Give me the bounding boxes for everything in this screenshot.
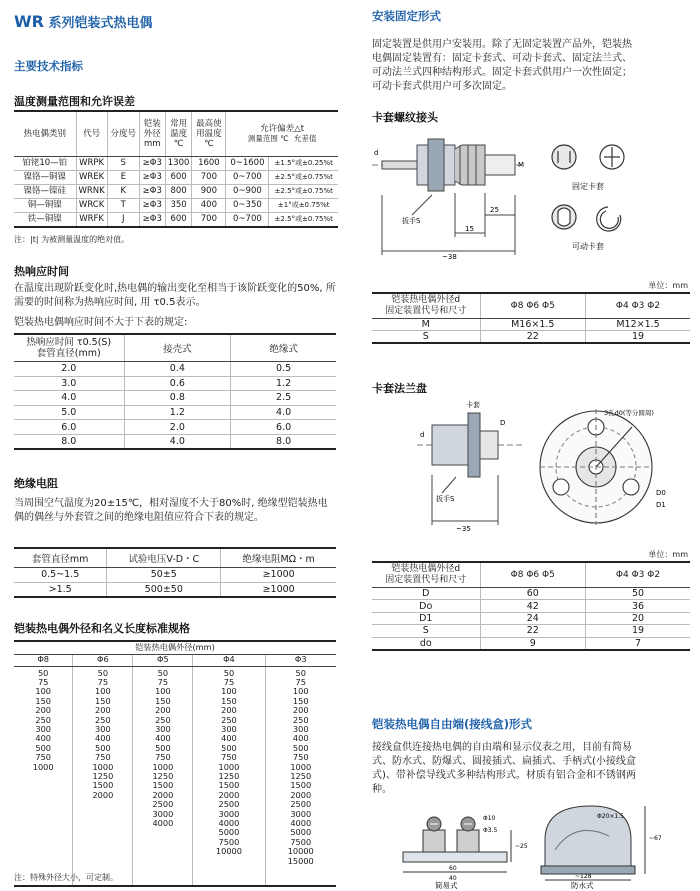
length-col-values: [14, 666, 73, 886]
length-value: 1250: [218, 770, 240, 781]
table-cell: 1300: [165, 156, 192, 170]
install-text: [372, 38, 694, 94]
table-cell: 900: [192, 184, 226, 198]
length-value: 100: [155, 686, 171, 697]
table-cell: ≥Φ3: [139, 156, 165, 170]
length-value: 400: [221, 733, 237, 744]
table-row: [14, 420, 336, 435]
brand-code: WR: [14, 12, 44, 31]
length-value: 100: [292, 686, 309, 697]
table-row: [14, 198, 338, 212]
table-row: [14, 156, 338, 170]
length-value: 1250: [92, 770, 114, 781]
length-value: 15000: [287, 855, 314, 866]
terminal-label-d35: Φ3.5: [483, 827, 498, 834]
length-value: 2000: [92, 789, 114, 800]
table-cell: 60: [480, 588, 586, 600]
table-cell: 1.2: [231, 376, 336, 391]
length-value: 250: [221, 714, 237, 725]
length-value: 750: [95, 752, 111, 763]
table-cell: 19: [586, 625, 690, 637]
table-cell: ±1°或±0.75%t: [269, 198, 338, 212]
text-line: 固定装置是供用户安装用。除了无固定装置产品外，铠装热: [372, 39, 632, 50]
terminal-label-d20: Φ20×1.5: [597, 813, 624, 820]
length-value: 50: [37, 667, 49, 678]
length-value: 75: [295, 676, 306, 687]
length-value: 500: [95, 742, 111, 753]
length-value: 4000: [152, 818, 174, 828]
temp-col-max: 最高使用温度 ℃: [192, 111, 226, 156]
table-row: [14, 582, 336, 597]
ins-col-voltage: 试验电压V-D・C: [107, 548, 221, 568]
table-cell: 800: [165, 184, 192, 198]
ferrule-label-25: 25: [490, 206, 499, 214]
terminal-label-d25: ~25: [515, 843, 528, 850]
flange-label-ferrule: 卡套: [466, 401, 480, 409]
length-value: 150: [35, 695, 51, 706]
length-col-header: Φ3: [265, 654, 336, 666]
length-value: 2500: [218, 799, 240, 810]
main-heading: 主要技术指标: [14, 59, 83, 73]
table-cell: 3.0: [14, 376, 124, 391]
length-value: 300: [292, 723, 309, 734]
length-value: 50: [157, 667, 169, 678]
flange-table-group-2: Φ4 Φ3 Φ2: [586, 562, 690, 588]
length-value: 4000: [218, 818, 240, 828]
length-value: 250: [155, 714, 171, 725]
length-value: 5000: [290, 827, 312, 838]
length-value: 1000: [32, 761, 54, 772]
terminal-label-d67: ~67: [649, 835, 662, 842]
table-cell: E: [107, 170, 139, 184]
terminal-label-d128: ~128: [575, 873, 592, 880]
table-cell: 0~1600: [226, 156, 269, 170]
table-cell: ≥Φ3: [139, 184, 165, 198]
table-cell: 8.0: [14, 434, 124, 449]
text-line: 接线盒供连接热电偶的自由端和显示仪表之用，目前有简易: [372, 742, 632, 753]
text-line: 式、防水式、防爆式、圆接插式、扁插式、手柄式(小接线盒: [372, 756, 636, 767]
table-row: [372, 625, 690, 637]
length-value: 750: [221, 752, 237, 763]
table-cell: 9: [480, 637, 586, 650]
response-col-case: 接壳式: [124, 334, 231, 362]
table-cell: 0.4: [124, 362, 231, 377]
length-value: 200: [292, 705, 309, 716]
length-heading: 铠装热电偶外径和名义长度标准规格: [14, 622, 190, 635]
table-cell: 8.0: [231, 434, 336, 449]
length-value: 2500: [290, 799, 312, 810]
length-value: 200: [221, 705, 237, 716]
table-cell: ≥Φ3: [139, 212, 165, 227]
length-value: 1500: [290, 780, 312, 791]
length-value: 300: [35, 723, 51, 734]
insulation-heading: 绝缘电阻: [14, 477, 58, 490]
table-cell: 4.0: [14, 391, 124, 406]
table-cell: 0~700: [226, 212, 269, 227]
table-cell: D: [372, 588, 480, 600]
terminal-label-waterproof: 防水式: [571, 881, 594, 890]
terminal-label-d60: 60: [449, 865, 457, 872]
ins-col-diameter: 套管直径mm: [14, 548, 107, 568]
table-cell: ±2.5°或±0.75%t: [269, 170, 338, 184]
flange-label-wrench: 扳手S: [436, 495, 455, 503]
table-row: [14, 568, 336, 583]
table-cell: 2.5: [231, 391, 336, 406]
table-row: [372, 588, 690, 600]
ferrule-label-d: d: [374, 149, 379, 157]
table-cell: ≥Φ3: [139, 170, 165, 184]
length-value: 50: [97, 667, 109, 678]
temp-col-index: 分度号: [107, 111, 139, 156]
length-value: 500: [155, 742, 171, 753]
table-row: [372, 612, 690, 624]
length-value: 750: [35, 752, 51, 763]
table-cell: 24: [480, 612, 586, 624]
length-value: 150: [221, 695, 237, 706]
flange-table-group-1: Φ8 Φ6 Φ5: [480, 562, 586, 588]
page-title: [14, 12, 153, 31]
length-value: 2000: [218, 789, 240, 800]
table-cell: 4.0: [231, 405, 336, 420]
table-cell: ≥1000: [221, 568, 336, 583]
length-value: 750: [155, 752, 171, 763]
text-line: 式)、带补偿导线式多种结构形式。材质有铝合金和不锈钢两: [372, 770, 636, 781]
length-col-header: Φ5: [133, 654, 193, 666]
install-heading: 安装固定形式: [372, 9, 441, 23]
length-value: 2500: [152, 799, 174, 810]
ferrule-label-38: ~38: [442, 253, 457, 261]
table-cell: 50±5: [107, 568, 221, 583]
ferrule-table-group-1: Φ8 Φ6 Φ5: [480, 293, 586, 319]
flange-label-d: d: [420, 431, 425, 439]
table-cell: 7: [586, 637, 690, 650]
table-cell: 铂铑10—铂: [14, 156, 76, 170]
table-cell: 1600: [192, 156, 226, 170]
temp-note: 注：|t| 为被测量温度的绝对值。: [14, 235, 130, 244]
table-cell: T: [107, 198, 139, 212]
flange-label-D1: D1: [656, 501, 666, 509]
table-row: [14, 391, 336, 406]
length-value: 1000: [218, 761, 240, 772]
length-value: 1250: [152, 770, 174, 781]
table-cell: M12×1.5: [586, 319, 690, 331]
table-cell: 2.0: [14, 362, 124, 377]
table-cell: ≥1000: [221, 582, 336, 597]
length-value: 250: [292, 714, 309, 725]
length-value: 7500: [218, 836, 240, 847]
length-value: 7500: [290, 836, 312, 847]
table-row: [372, 319, 690, 331]
ferrule-label-15: 15: [465, 225, 474, 233]
table-cell: 4.0: [124, 434, 231, 449]
ferrule-label-M: M: [518, 161, 525, 169]
table-cell: >1.5: [14, 582, 107, 597]
flange-table: [372, 561, 690, 651]
table-cell: 50: [586, 588, 690, 600]
table-cell: 0.8: [124, 391, 231, 406]
table-cell: 0~900: [226, 184, 269, 198]
table-cell: ±2.5°或±0.75%t: [269, 184, 338, 198]
length-value: 10000: [215, 846, 242, 857]
length-value: 400: [292, 733, 309, 744]
table-cell: 0.5: [231, 362, 336, 377]
terminal-heading: 铠装热电偶自由端(接线盒)形式: [372, 717, 533, 731]
insulation-text: 当周围空气温度为20±15℃，相对湿度不大于80%时, 绝缘型铠装热电偶的偶丝与外套管之间的绝缘电阻值应符合下表的规定。: [14, 498, 328, 523]
length-value: 10000: [287, 846, 314, 857]
table-row: [14, 434, 336, 449]
length-value: 3000: [152, 808, 174, 819]
table-cell: ±2.5°或±0.75%t: [269, 212, 338, 227]
table-cell: 600: [165, 212, 192, 227]
table-cell: S: [372, 625, 480, 637]
table-cell: 铁—铜镍: [14, 212, 76, 227]
table-cell: J: [107, 212, 139, 227]
length-value: 50: [223, 667, 235, 678]
table-cell: 400: [192, 198, 226, 212]
table-cell: 0~700: [226, 170, 269, 184]
length-group-header: 铠装热电偶外径(mm): [14, 641, 336, 654]
table-cell: 6.0: [14, 420, 124, 435]
flange-label-D: D: [500, 419, 506, 427]
length-value: 300: [95, 723, 111, 734]
title-text: 系列铠装式热电偶: [48, 16, 153, 31]
temp-col-tolerance: 允许偏差△t 测量范围 ℃ 允差值: [226, 111, 338, 156]
ferrule-diagram: [372, 125, 692, 267]
table-row: [372, 600, 690, 612]
text-line: 种。: [372, 784, 392, 795]
temp-table: [14, 110, 338, 228]
table-cell: Do: [372, 600, 480, 612]
length-value: 400: [95, 733, 111, 744]
length-value: 500: [221, 742, 237, 753]
terminal-label-d40: 40: [449, 875, 457, 882]
table-cell: WRNK: [76, 184, 107, 198]
length-value: 2000: [152, 789, 174, 800]
table-row: [14, 362, 336, 377]
table-cell: 22: [480, 331, 586, 344]
response-table: [14, 333, 336, 450]
table-cell: 2.0: [124, 420, 231, 435]
text-line: 可动卡套式供用户可多次固定。: [372, 81, 512, 92]
length-value: 75: [37, 676, 49, 687]
flange-table-head-a: 铠装热电偶外径d 固定装置代号和尺寸: [372, 562, 480, 588]
table-row: [372, 331, 690, 344]
response-col-insulated: 绝缘式: [231, 334, 336, 362]
length-value: 75: [157, 676, 169, 687]
length-value: 200: [155, 705, 171, 716]
terminal-text: [372, 741, 694, 797]
length-value: 100: [95, 686, 111, 697]
length-value: 500: [35, 742, 51, 753]
table-row: [14, 212, 338, 227]
temp-heading: 温度测量范围和允许误差: [14, 95, 135, 108]
ferrule-heading: 卡套螺纹接头: [372, 111, 438, 124]
length-value: 5000: [218, 827, 240, 838]
table-cell: S: [107, 156, 139, 170]
length-value: 100: [221, 686, 237, 697]
length-table: [14, 640, 336, 887]
length-col-values: [265, 666, 336, 886]
table-cell: M16×1.5: [480, 319, 586, 331]
table-cell: 5.0: [14, 405, 124, 420]
length-value: 200: [95, 705, 111, 716]
table-cell: 36: [586, 600, 690, 612]
temp-col-code: 代号: [76, 111, 107, 156]
length-value: 150: [95, 695, 111, 706]
table-cell: 0.6: [124, 376, 231, 391]
table-cell: WRPK: [76, 156, 107, 170]
terminal-label-simple: 简易式: [435, 881, 458, 890]
response-text: 在温度出现阶跃变化时,热电偶的输出变化至相当于该阶跃变化的50%, 所需要的时间称为热响应时间, 用 τ0.5表示。: [14, 283, 336, 308]
response-col-diameter: 热响应时间 τ0.5(S) 套管直径(mm): [14, 334, 124, 362]
length-value: 400: [155, 733, 171, 744]
table-cell: 22: [480, 625, 586, 637]
insulation-table: [14, 547, 336, 598]
length-col-header: Φ6: [73, 654, 133, 666]
length-value: 250: [35, 714, 51, 725]
length-value: 1250: [290, 770, 312, 781]
flange-diagram: [372, 395, 692, 535]
length-value: 150: [292, 695, 309, 706]
response-text2: 铠装热电偶响应时间不大于下表的规定:: [14, 317, 188, 328]
length-col-values: [73, 666, 133, 886]
length-col-header: Φ4: [193, 654, 265, 666]
table-cell: 6.0: [231, 420, 336, 435]
table-cell: 350: [165, 198, 192, 212]
table-cell: 600: [165, 170, 192, 184]
length-value: 1500: [152, 780, 174, 791]
length-value: 250: [95, 714, 111, 725]
flange-label-holes: 3孔d0(等分圆周): [604, 409, 654, 417]
unit-label-2: 单位：mm: [648, 550, 688, 559]
flange-label-D0: D0: [656, 489, 666, 497]
length-value: 150: [155, 695, 171, 706]
length-value: 1500: [92, 780, 114, 791]
ferrule-label-wrench: 扳手S: [402, 217, 421, 225]
length-value: 100: [35, 686, 51, 697]
table-row: [14, 184, 338, 198]
table-cell: 20: [586, 612, 690, 624]
table-cell: 铜—铜镍: [14, 198, 76, 212]
temp-col-diameter: 铠装外径 mm: [139, 111, 165, 156]
table-cell: ±1.5°或±0.25%t: [269, 156, 338, 170]
table-cell: 42: [480, 600, 586, 612]
ferrule-label-fixed: 固定卡套: [572, 182, 604, 191]
length-value: 3000: [290, 808, 312, 819]
table-row: [372, 637, 690, 650]
unit-label-1: 单位：mm: [648, 281, 688, 290]
length-value: 400: [35, 733, 51, 744]
table-cell: K: [107, 184, 139, 198]
length-value: 3000: [218, 808, 240, 819]
response-heading: 热响应时间: [14, 265, 69, 278]
flange-label-35: ~35: [456, 525, 471, 533]
table-cell: 0.5~1.5: [14, 568, 107, 583]
temp-col-type: 热电偶类别: [14, 111, 76, 156]
length-value: 1000: [290, 761, 312, 772]
table-cell: WRCK: [76, 198, 107, 212]
table-cell: 700: [192, 212, 226, 227]
table-cell: 0~350: [226, 198, 269, 212]
length-value: 2000: [290, 789, 312, 800]
ins-col-resistance: 绝缘电阻MΩ・m: [221, 548, 336, 568]
length-value: 4000: [290, 818, 312, 828]
ferrule-label-movable: 可动卡套: [572, 242, 604, 251]
ferrule-table-group-2: Φ4 Φ3 Φ2: [586, 293, 690, 319]
temp-col-normal: 常用温度 ℃: [165, 111, 192, 156]
length-col-values: [133, 666, 193, 886]
length-value: 1000: [152, 761, 174, 772]
table-cell: ≥Φ3: [139, 198, 165, 212]
length-value: 300: [155, 723, 171, 734]
table-cell: 镍铬—镍硅: [14, 184, 76, 198]
length-value: 750: [292, 752, 309, 763]
length-col-header: Φ8: [14, 654, 73, 666]
text-line: 电偶固定装置有：固定卡套式、可动卡套式、固定法兰式、: [372, 53, 632, 64]
table-row: [14, 170, 338, 184]
length-value: 50: [295, 667, 306, 678]
length-value: 75: [97, 676, 109, 687]
table-cell: WRFK: [76, 212, 107, 227]
table-row: [14, 405, 336, 420]
ferrule-table: [372, 292, 690, 344]
table-row: [14, 376, 336, 391]
length-value: 500: [292, 742, 309, 753]
table-cell: 500±50: [107, 582, 221, 597]
length-col-values: [193, 666, 265, 886]
length-value: 300: [221, 723, 237, 734]
length-value: 75: [223, 676, 235, 687]
table-cell: WREK: [76, 170, 107, 184]
length-value: 200: [35, 705, 51, 716]
table-cell: do: [372, 637, 480, 650]
table-cell: D1: [372, 612, 480, 624]
table-cell: 1.2: [124, 405, 231, 420]
text-line: 可动法兰式四种结构形式。固定卡套式供用户一次性固定；: [372, 67, 632, 78]
length-note: 注：特殊外径大小，可定制。: [14, 873, 118, 882]
terminal-label-d10: Φ10: [483, 815, 496, 822]
ferrule-table-head-a: 铠装热电偶外径d 固定装置代号和尺寸: [372, 293, 480, 319]
length-value: 1500: [218, 780, 240, 791]
length-value: 1000: [92, 761, 114, 772]
table-cell: S: [372, 331, 480, 344]
terminal-diagram: [395, 800, 695, 890]
table-cell: 19: [586, 331, 690, 344]
flange-heading: 卡套法兰盘: [372, 382, 427, 395]
table-cell: 700: [192, 170, 226, 184]
table-cell: M: [372, 319, 480, 331]
table-cell: 镍铬—铜镍: [14, 170, 76, 184]
